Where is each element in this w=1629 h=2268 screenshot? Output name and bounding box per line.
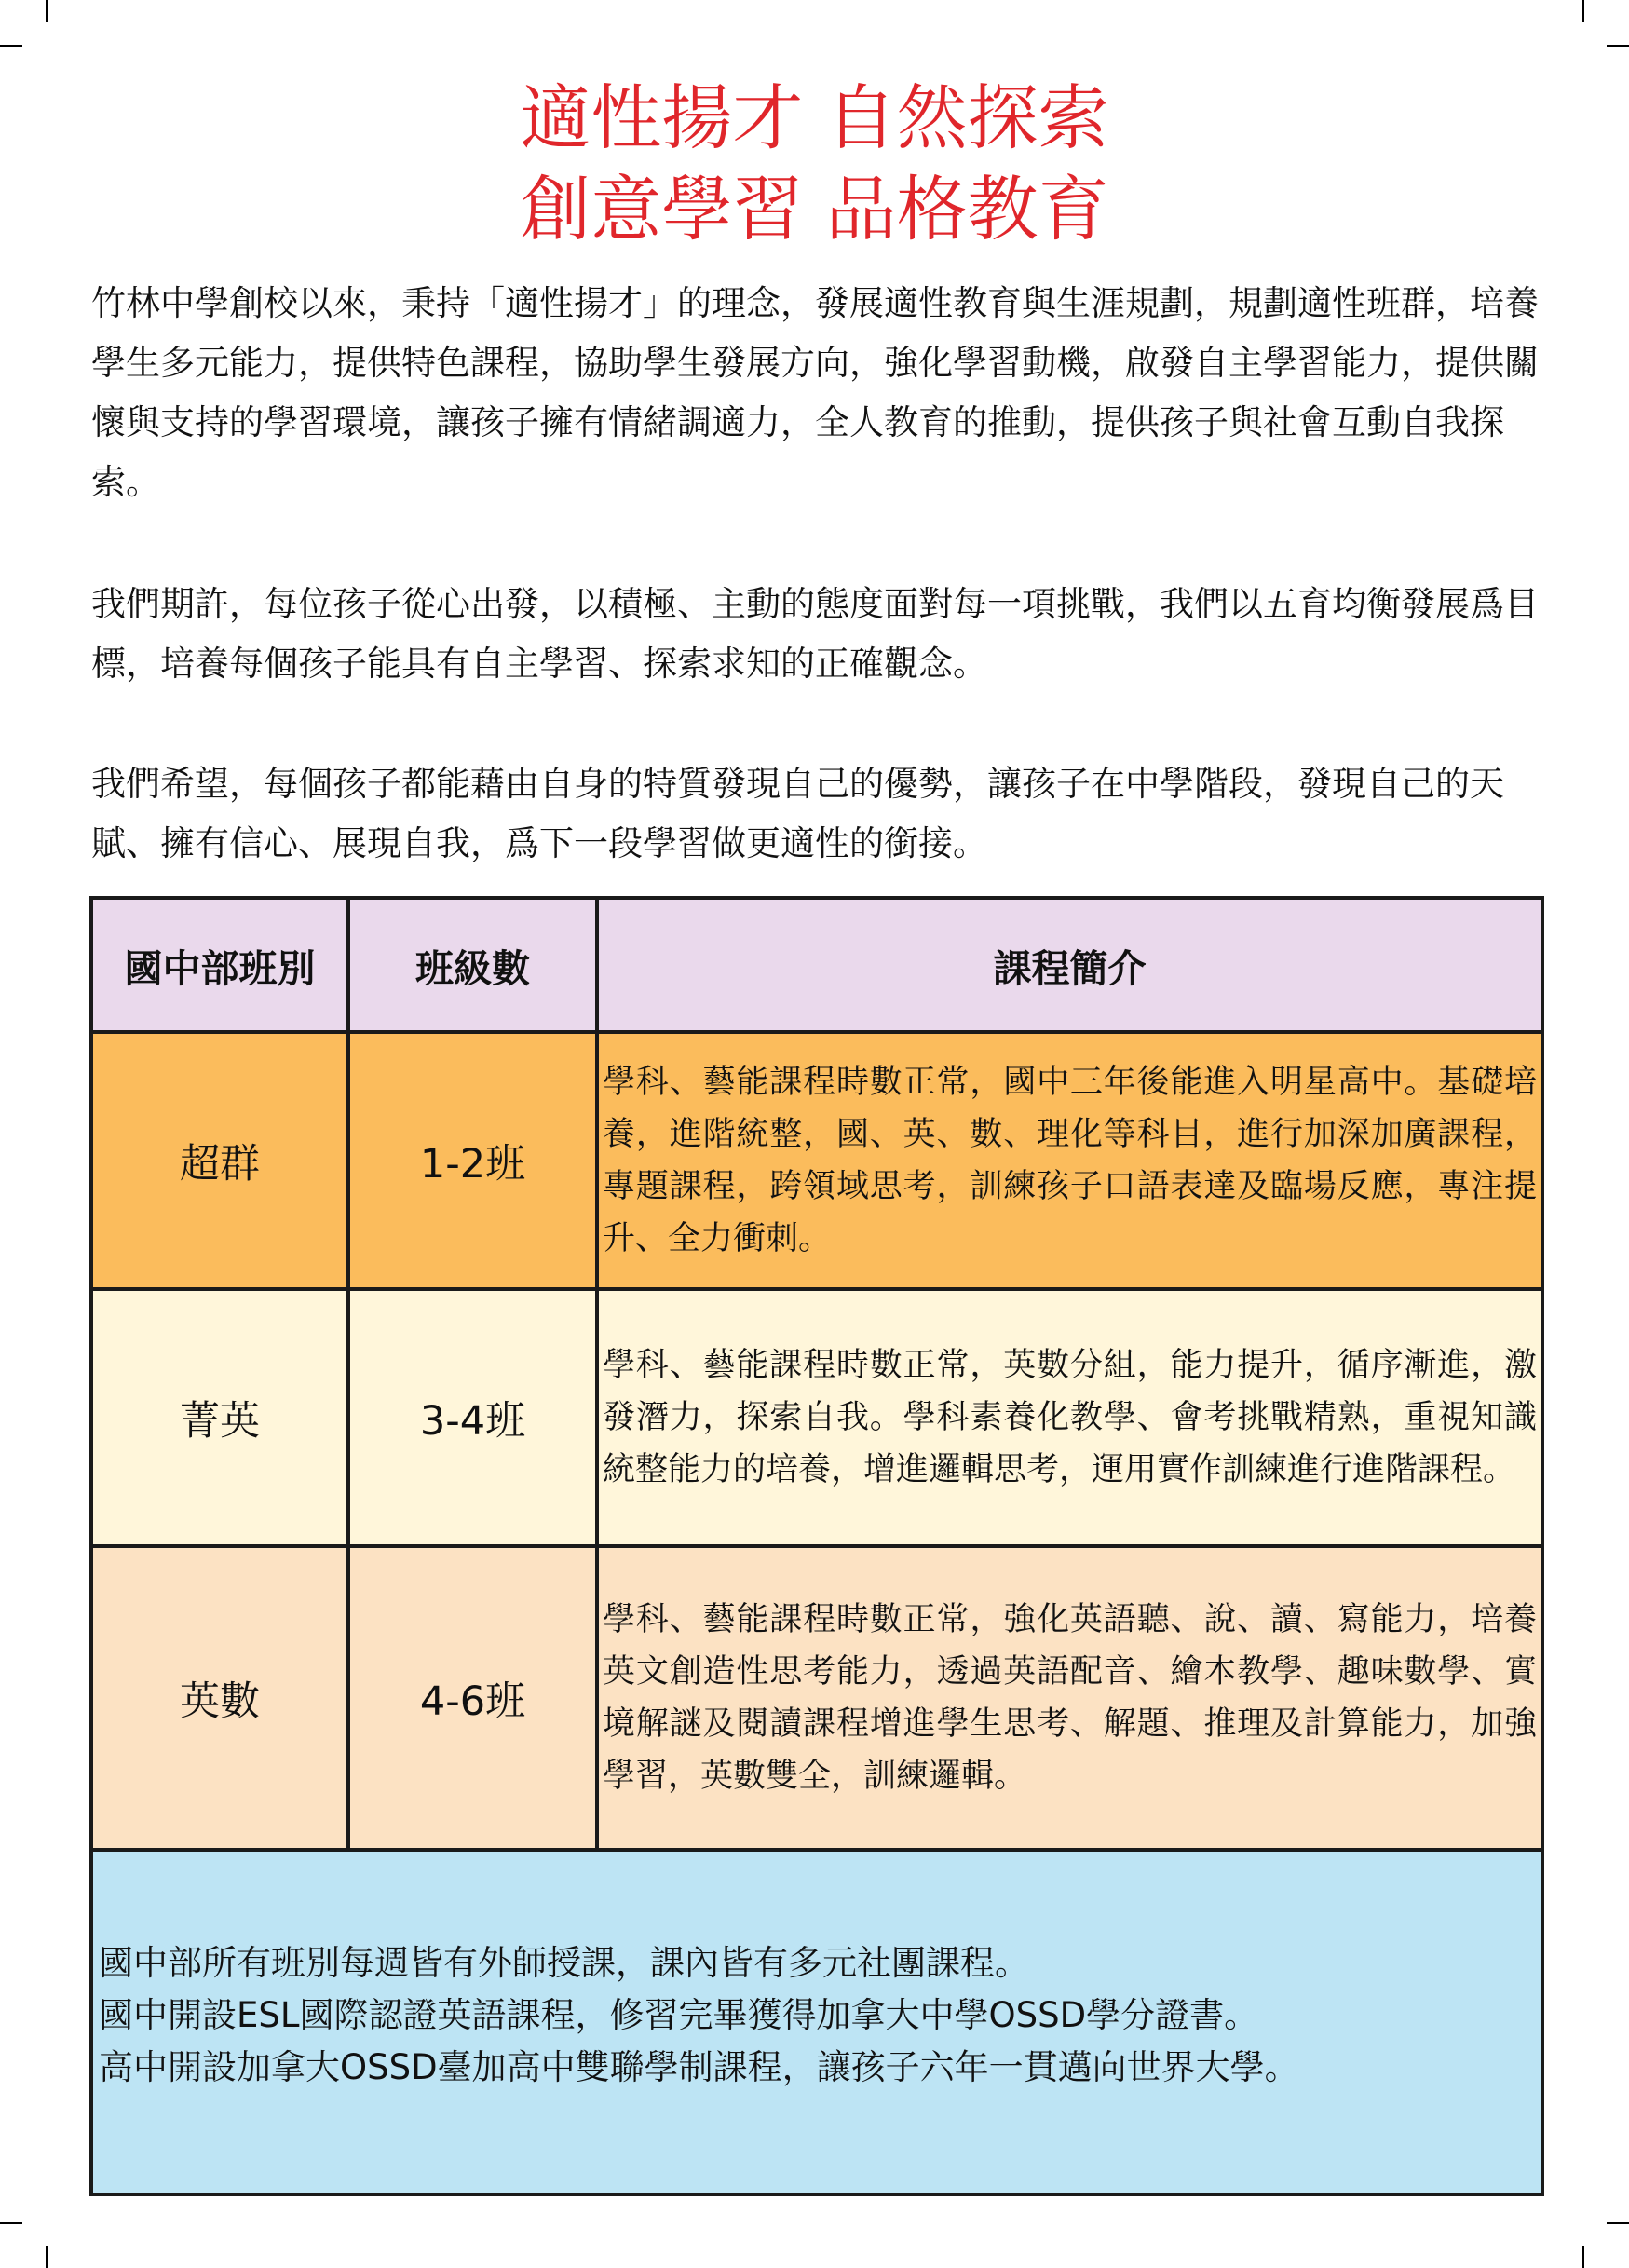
- crop-mark: [1607, 45, 1629, 47]
- title-line-1: 適性揚才 自然探索: [520, 76, 1109, 159]
- crop-mark: [46, 0, 48, 22]
- course-description: 學科、藝能課程時數正常，英數分組，能力提升，循序漸進，激發潛力，探索自我。學科素養化教學、會考挑戰精熟，重視知識統整能力的培養，增進邏輯思考，運用實作訓練進行進階課程。: [597, 1289, 1542, 1546]
- crop-mark: [0, 2222, 22, 2224]
- crop-mark: [1607, 2222, 1629, 2224]
- note-line: 國中開設ESL國際認證英語課程，修習完畢獲得加拿大中學OSSD學分證書。: [99, 1995, 1259, 2035]
- crop-mark: [46, 2246, 48, 2268]
- course-description: 學科、藝能課程時數正常，強化英語聽、說、讀、寫能力，培養英文創造性思考能力，透過英語配音、繪本教學、趣味數學、實境解謎及閱讀課程增進學生思考、解題、推理及計算能力，加強學習，英數雙全，訓練邏輯。: [597, 1546, 1542, 1850]
- table-row: [91, 1032, 1542, 1289]
- notes-row: [91, 1850, 1542, 2194]
- class-name: 超群: [91, 1032, 348, 1289]
- class-name: 菁英: [91, 1289, 348, 1546]
- hope-paragraph: 我們希望，每個孩子都能藉由自身的特質發現自己的優勢，讓孩子在中學階段，發現自己的天賦、擁有信心、展現自我，爲下一段學習做更適性的銜接。: [91, 764, 1504, 863]
- course-description: 學科、藝能課程時數正常，國中三年後能進入明星高中。基礎培養，進階統整，國、英、數、理化等科目，進行加深加廣課程，專題課程，跨領域思考，訓練孩子口語表達及臨場反應，專注提升、全力衝刺。: [597, 1032, 1542, 1289]
- crop-mark: [0, 45, 22, 47]
- intro-paragraph: 竹林中學創校以來，秉持「適性揚才」的理念，發展適性教育與生涯規劃，規劃適性班群，培養學生多元能力，提供特色課程，協助學生發展方向，強化學習動機，啟發自主學習能力，提供關懷與支持的學習環境，讓孩子擁有情緒調適力，全人教育的推動，提供孩子與社會互動自我探索。: [91, 283, 1539, 502]
- class-count: 1-2班: [348, 1032, 597, 1289]
- crop-mark: [1582, 0, 1584, 22]
- title-line-2: 創意學習 品格教育: [520, 168, 1109, 251]
- page-title: [0, 73, 1629, 255]
- header-course-intro: 課程簡介: [597, 898, 1542, 1032]
- expectation-paragraph: 我們期許，每位孩子從心出發，以積極、主動的態度面對每一項挑戰，我們以五育均衡發展爲目標，培養每個孩子能具有自主學習、探索求知的正確觀念。: [91, 584, 1539, 684]
- class-name: 英數: [91, 1546, 348, 1850]
- class-count: 4-6班: [348, 1546, 597, 1850]
- notes-cell: [91, 1850, 1542, 2194]
- note-line: 國中部所有班別每週皆有外師授課，課內皆有多元社團課程。: [99, 1943, 1029, 1983]
- table-row: [91, 1289, 1542, 1546]
- table-row: [91, 1546, 1542, 1850]
- note-line: 高中開設加拿大OSSD臺加高中雙聯學制課程，讓孩子六年一貫邁向世界大學。: [99, 2047, 1299, 2087]
- header-class-count: 班級數: [348, 898, 597, 1032]
- crop-mark: [1582, 2246, 1584, 2268]
- table-header-row: [91, 898, 1542, 1032]
- class-table: [89, 896, 1544, 2196]
- header-class-type: 國中部班別: [91, 898, 348, 1032]
- class-count: 3-4班: [348, 1289, 597, 1546]
